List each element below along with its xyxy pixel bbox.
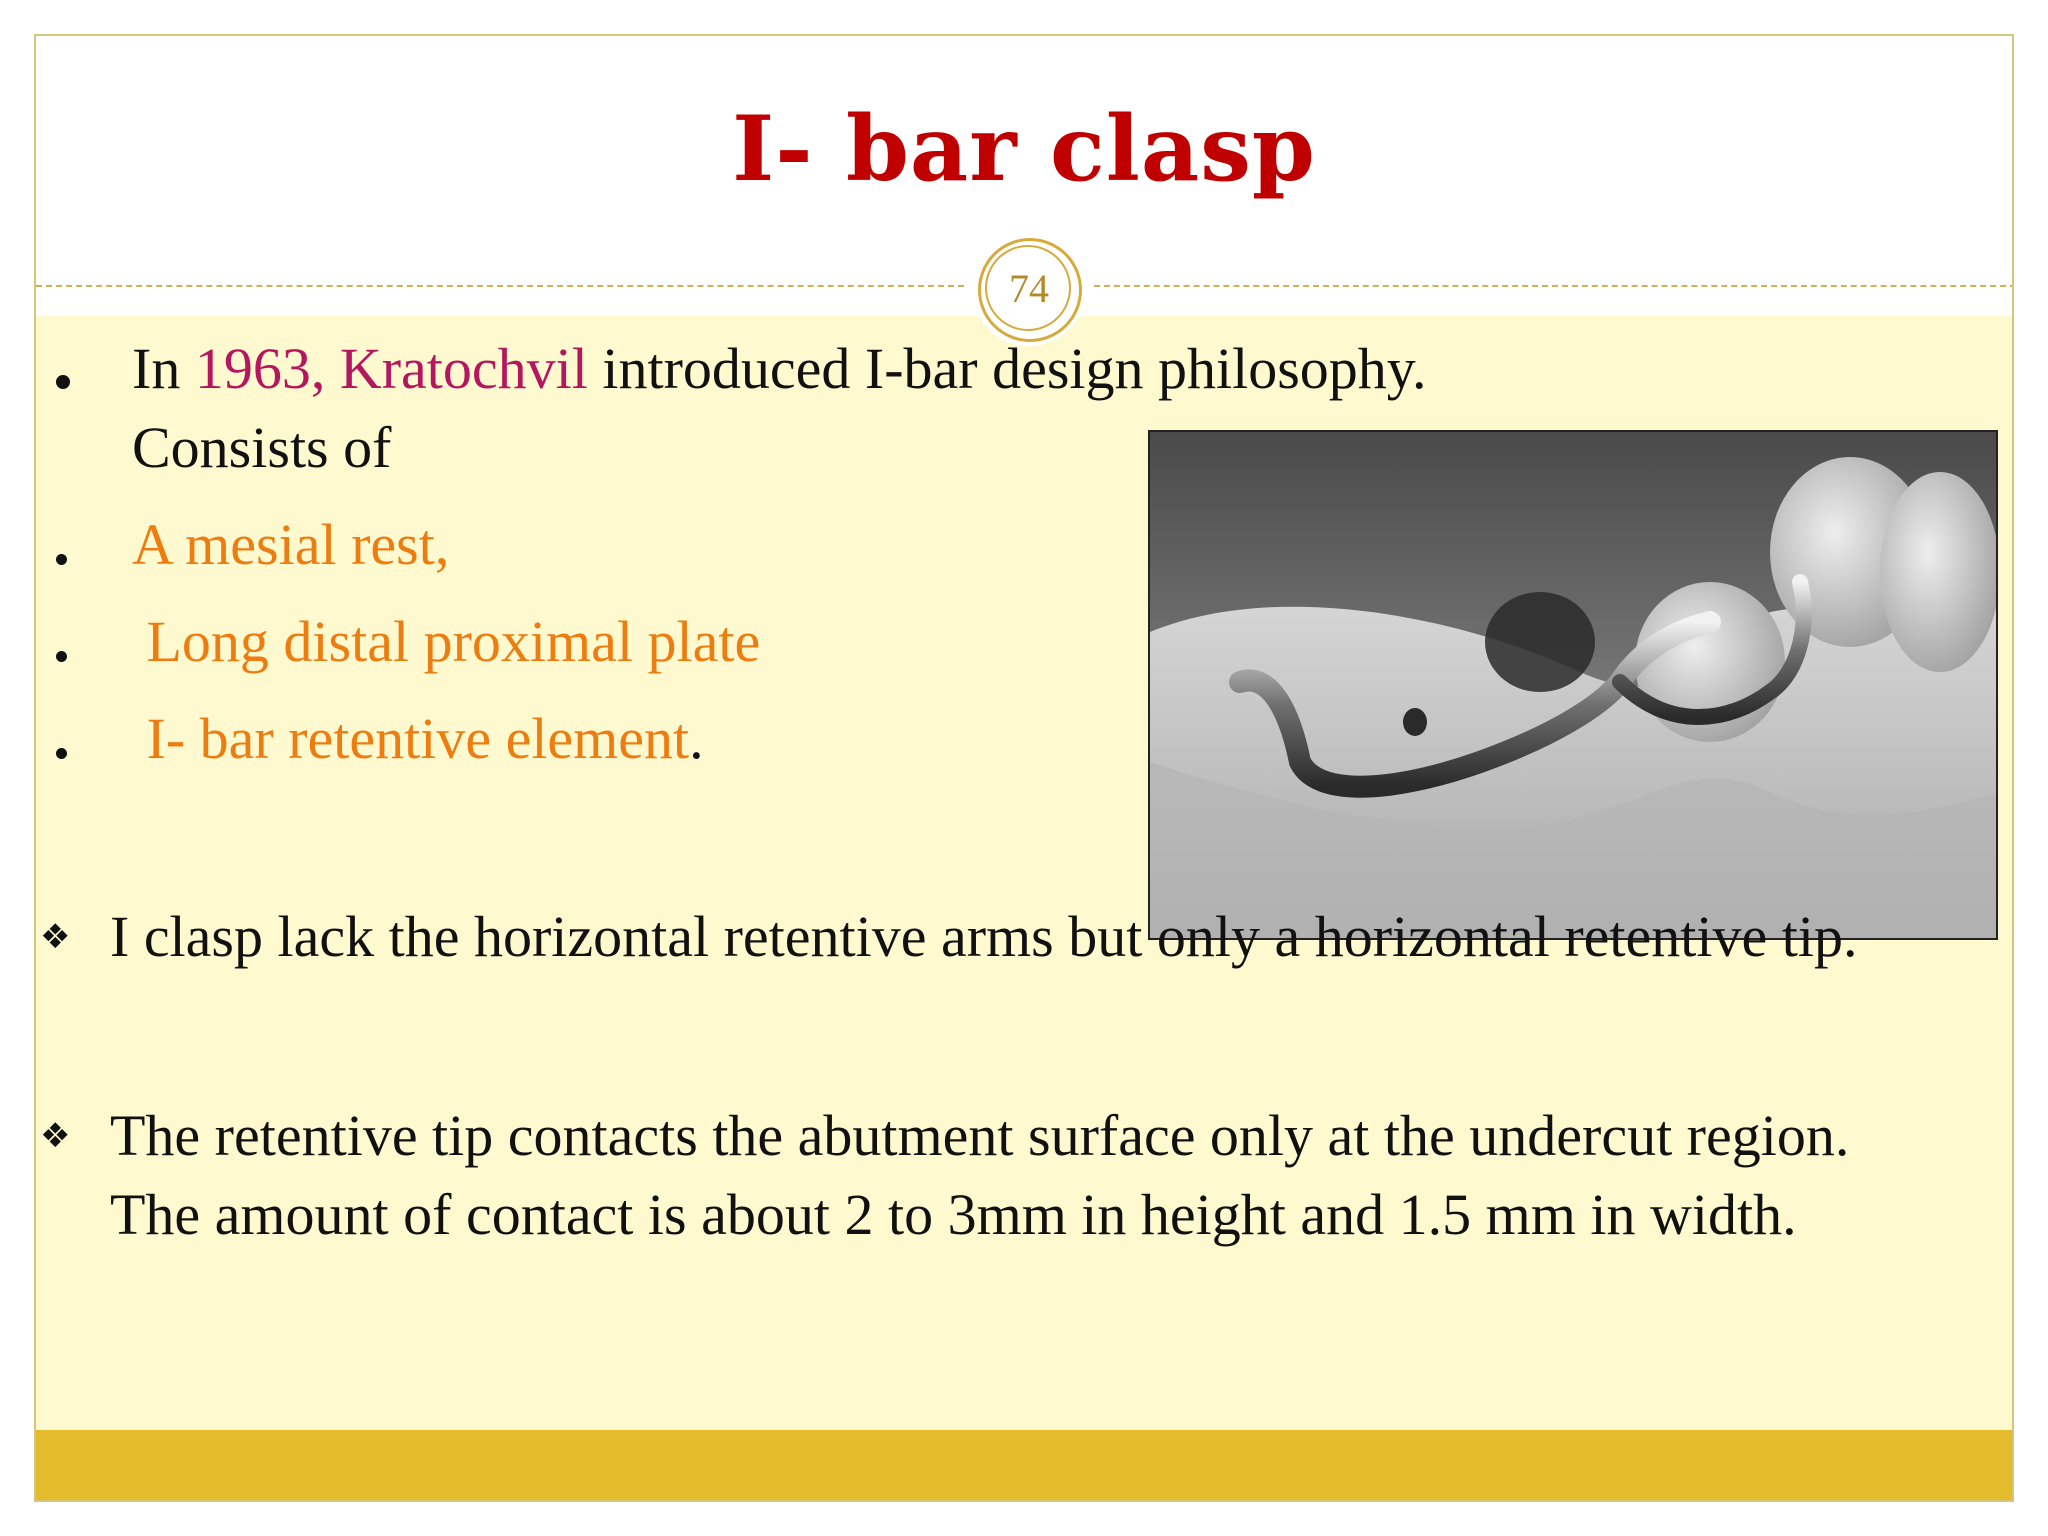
four-diamond-icon: ❖ — [40, 1116, 71, 1157]
intro-highlight: 1963, Kratochvil — [194, 336, 588, 401]
note-text: The retentive tip contacts the abutment surface only at the undercut region. The amount of contact is about 2 to 3mm in height and 1.5 mm in width. — [110, 1103, 1850, 1248]
bullet-item-text — [132, 506, 1940, 585]
bullet-intro — [40, 330, 1940, 488]
bullet-item-label: A mesial rest, — [132, 511, 450, 577]
divider-right — [1094, 285, 2014, 287]
bullet-marker — [40, 506, 132, 585]
bullet-intro-text — [132, 330, 1940, 488]
bullet-item-text — [132, 603, 1940, 682]
slide-title: I- bar clasp — [732, 96, 1316, 202]
divider-left — [36, 285, 964, 287]
bullet-item-label: I- bar retentive element — [132, 705, 690, 771]
bullet-item — [40, 506, 1940, 585]
bullet-marker — [40, 700, 132, 779]
intro-line2: Consists of — [132, 414, 392, 480]
note-text: I clasp lack the horizontal retentive arms but only a horizontal retentive tip. — [110, 904, 1858, 970]
page-number: 74 — [1009, 266, 1049, 311]
bullet-item — [40, 700, 1940, 779]
slide-body — [40, 330, 1940, 1255]
bullet-item-trail: . — [689, 705, 704, 771]
page-number-badge — [972, 232, 1086, 346]
bullet-item-text — [132, 700, 1940, 779]
bullet-marker — [40, 330, 132, 409]
note-item — [40, 1097, 1900, 1255]
intro-prefix: In — [132, 336, 195, 401]
four-diamond-icon: ❖ — [40, 917, 71, 958]
footer-bar — [36, 1430, 2012, 1500]
intro-suffix: introduced I-bar design philosophy. — [587, 336, 1427, 401]
bullet-item-label: Long distal proximal plate — [132, 608, 761, 674]
bullet-marker — [40, 603, 132, 682]
note-item — [40, 898, 1940, 977]
bullet-item — [40, 603, 1940, 682]
